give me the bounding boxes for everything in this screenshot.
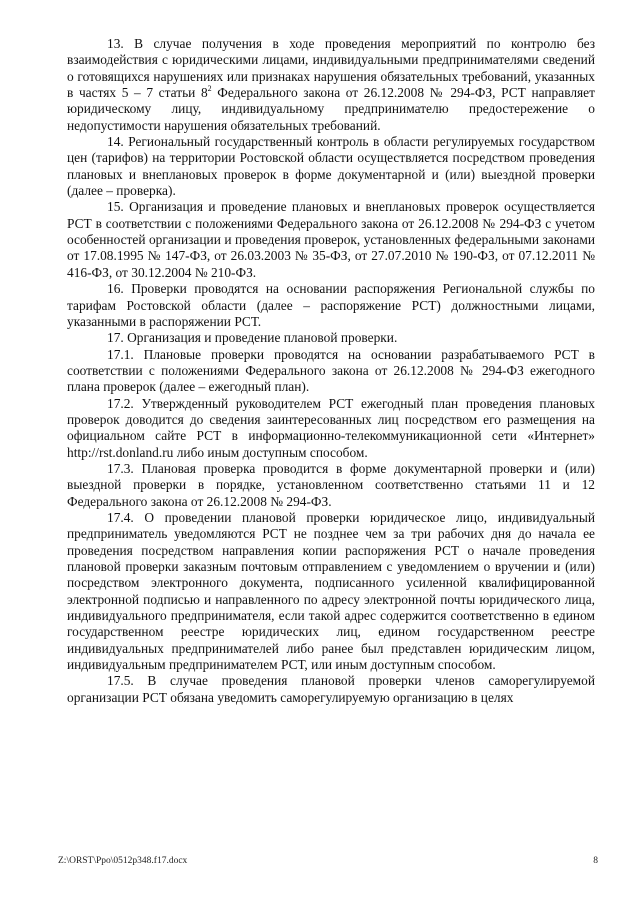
page-footer (58, 856, 598, 870)
document-body (67, 36, 595, 706)
paragraph-17-5: 17.5. В случае проведения плановой проверки членов саморегулируемой организации РСТ обязана уведомить саморегулируемую организацию в целях (67, 673, 595, 705)
paragraph-16: 16. Проверки проводятся на основании распоряжения Региональной службы по тарифам Ростовской области (далее – распоряжение РСТ) должностными лицами, указанными в распоряжении РСТ. (67, 281, 595, 329)
paragraph-13-text: 13. В случае получения в ходе проведения мероприятий по контролю без взаимодействия с юридическими лицами, индивидуальными предпринимателями сведений о готовящихся нарушениях или признаках нарушения обязательных требований, указанных в частях 5 – 7 статьи 8 (67, 36, 595, 101)
paragraph-17: 17. Организация и проведение плановой проверки. (107, 330, 398, 346)
page-number: 8 (593, 856, 598, 866)
paragraph-13-text-cont: Федерального закона от 26.12.2008 № 294-ФЗ, РСТ направляет юридическому лицу, индивидуальному предпринимателю предостережение о недопустимости нарушения обязательных требований. (67, 85, 595, 133)
paragraph-13 (67, 36, 595, 134)
paragraph-15: 15. Организация и проведение плановых и внеплановых проверок осуществляется РСТ в соответствии с положениями Федерального закона от 26.12.2008 № 294-ФЗ с учетом особенностей организации и проведения проверок, установленных федеральными законами от 17.08.1995 № 147-ФЗ, от 26.03.2003 № 35-ФЗ, от 27.07.2010 № 190-ФЗ, от 07.12.2011 № 416-ФЗ, от 30.12.2004 № 210-ФЗ. (67, 199, 595, 280)
file-path: Z:\ORST\Ppo\0512p348.f17.docx (58, 856, 188, 866)
paragraph-14: 14. Региональный государственный контроль в области регулируемых государством цен (тарифов) на территории Ростовской области осуществляется посредством проведения плановых и внеплановых проверок в форме документарной и (или) выездной проверки (далее – проверка). (67, 134, 595, 199)
paragraph-17-1: 17.1. Плановые проверки проводятся на основании разрабатываемого РСТ в соответствии с положениями Федерального закона от 26.12.2008 № 294-ФЗ ежегодного плана проверок (далее – ежегодный план). (67, 346, 595, 395)
paragraph-17-2: 17.2. Утвержденный руководителем РСТ ежегодный план проведения плановых проверок доводится до сведения заинтересованных лиц посредством его размещения на официальном сайте РСТ в информационно-телекоммуникационной сети «Интернет» http://rst.donland.ru либо иным доступным способом. (67, 395, 595, 460)
superscript: 2 (207, 84, 212, 94)
paragraph-17-4: 17.4. О проведении плановой проверки юридическое лицо, индивидуальный предприниматель уведомляются РСТ не позднее чем за три рабочих дня до начала ее проведения посредством направления копии распоряжения РСТ о начале проведения плановой проверки заказным почтовым отправлением с уведомлением о вручении и (или) посредством электронного документа, подписанного усиленной квалифицированной электронной подписью и направленного по адресу электронной почты юридического лица, индивидуального предпринимателя, если такой адрес содержится соответственно в едином государственном реестре юридических лиц, едином государственном реестре индивидуальных предпринимателей либо ранее был представлен юридическим лицом, индивидуальным предпринимателем РСТ, или иным доступным способом. (67, 509, 595, 673)
paragraph-17-3: 17.3. Плановая проверка проводится в форме документарной проверки и (или) выездной проверки в порядке, установленном соответственно статьями 11 и 12 Федерального закона от 26.12.2008 № 294-ФЗ. (67, 460, 595, 509)
